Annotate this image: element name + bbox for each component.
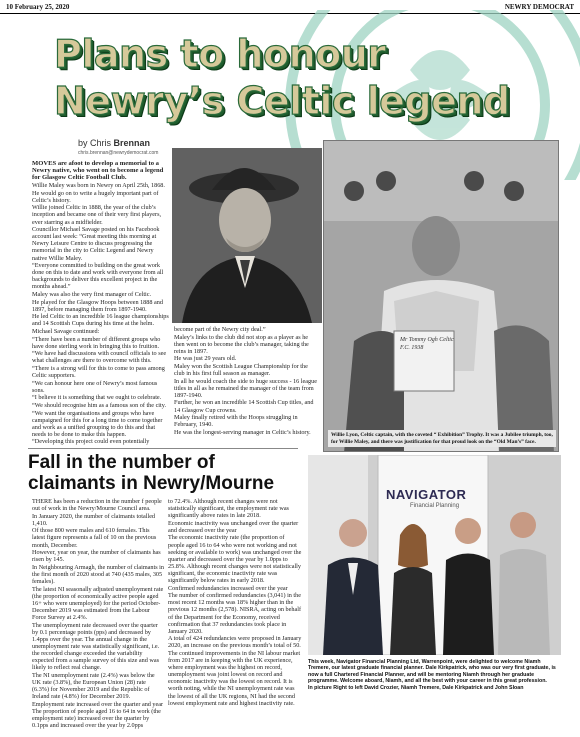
- publication-name: NEWRY DEMOCRAT: [504, 3, 574, 11]
- headline2-line-1: Fall in the number of: [28, 452, 215, 473]
- paragraph: The economic inactivity rate (the proportion of people aged 16 to 64 who were not working and not seeking or available to work) was unchanged over the quarter and decreased over the year by 1.0pps to 25.8%. Although recent changes were not statistically significant, the economic inactivity rate was significantly below rates in early 2018.: [168, 534, 302, 585]
- paragraph: Willie joined Celtic in 1888, the year of the club’s inception and became one of their very first players, ever starring as a midfielder.: [32, 204, 162, 226]
- paragraph: He played for the Glasgow Hoops between 1888 and 1897, before managing them from 1897-1940.: [32, 298, 163, 313]
- headline-line-2: Newry’s Celtic legend: [54, 79, 510, 123]
- paragraph: “We have had discussions with council officials to see what challenges are there to overcome with this.: [32, 350, 167, 365]
- article2-column-1: [32, 498, 164, 730]
- paragraph: However, year on year, the number of claimants has risen by 145.: [32, 549, 161, 564]
- paragraph: become part of the Newry city deal.”: [174, 326, 266, 333]
- paragraph: “There is a strong will for this to come to pass among Celtic supporters.: [32, 364, 165, 380]
- banner-sub: Financial Planning: [410, 503, 460, 509]
- paragraph: Maley won the Scottish League Championship for the club in his first full season as manager.: [174, 362, 308, 378]
- article1-column-2: [174, 326, 320, 436]
- paragraph: “We want the organisations and groups who have campaigned for this for a long time to come together and work as a unified grouping to do this and that needs to be done to make this happen.: [32, 409, 163, 438]
- paragraph: He would go on to write a hugely important part of Celtic’s history.: [32, 189, 159, 204]
- byline: [78, 138, 150, 148]
- paragraph: Maley finally retired with the Hoops struggling in February, 1940.: [174, 414, 298, 429]
- paragraph: A total of 424 redundancies were proposed in January 2020, an increase on the previous month’s total of 50.: [168, 635, 302, 650]
- paragraph: He led Celtic to an incredible 16 league championships and 14 Scottish Cups during his time at the helm.: [32, 313, 169, 328]
- paragraph: “We should recognise him as a famous son of the city.: [32, 401, 166, 409]
- paragraph: Michael Savage continued:: [32, 327, 100, 335]
- paragraph: Further, he won an incredible 14 Scottish Cup titles, and 14 Glasgow Cup crowns.: [174, 399, 314, 414]
- section-divider: [28, 448, 298, 449]
- byline-author: Brennan: [113, 138, 151, 148]
- page-number-date: 10 February 25, 2020: [6, 3, 70, 11]
- byline-email: chris.brennan@newrydemocrat.com: [78, 150, 159, 156]
- caption-names: In picture Right to left David Crozier, Niamh Tremere, Dale Kirkpatrick and John Sloan: [308, 684, 524, 691]
- headline-line-1: Plans to honour: [54, 32, 386, 76]
- paragraph: THERE has been a reduction in the number f people out of work in the Newry/Mourne Council area.: [32, 498, 162, 513]
- paragraph: The NI unemployment rate (2.4%) was below the UK rate (3.8%), the European Union (28) rate (6.3%) for November 2019 and the Republic of Ireland rate (4.8%) for December 2019.: [32, 671, 155, 701]
- paragraph: The proportion of people aged 16 to 64 in work (the employment rate) increased over the quarter by 0.1pps and increased over the year by 2.0pps: [32, 708, 161, 730]
- paragraph: Maley was also the very first manager of Celtic.: [32, 291, 152, 299]
- paragraph: The latest NI seasonally adjusted unemployment rate (the proportion of economically active people aged 16+ who were unemployed) for the period October-December 2019 was estimated from the Labour Force Survey at 2.4%.: [32, 585, 164, 621]
- paragraph: Willie Maley was born in Newry on April 25th, 1868.: [32, 182, 165, 190]
- article2-column-2: [168, 498, 302, 707]
- willie-maley-photo: [172, 148, 322, 323]
- article1-column-1: [32, 160, 170, 446]
- paragraph: to 72.4%. Although recent changes were not statistically significant, the employment rate was significantly above rates in late 2018.: [168, 498, 289, 520]
- paragraph: Councillor Michael Savage posted on his Facebook account last week: “Great meeting this morning at Newry Leisure Centre to discuss progressing the memorial in the city to Celtic Legend and Newry native Willie Maley.: [32, 226, 160, 262]
- paragraph: In all he would coach the side to huge success - 16 league titles in all as he remained the manager of the team from 1897-1940.: [174, 377, 317, 399]
- article1-lead: MOVES are afoot to develop a memorial to a Newry native, who went on to become a legend for Glasgow Celtic Football Club.: [32, 160, 164, 182]
- staff-photo-caption: [308, 659, 561, 691]
- paragraph: “I believe it is something that we ought to celebrate.: [32, 394, 162, 402]
- paragraph: He was just 29 years old.: [174, 355, 237, 363]
- paragraph: Employment rate increased over the quarter and year: [32, 700, 164, 708]
- paragraph: Economic inactivity was unchanged over the quarter and decreased over the year: [168, 519, 299, 534]
- navigator-staff-photo: [308, 455, 561, 655]
- photo-inscription: Mr Tommy Ogh Celtic F.C. 1938: [400, 337, 454, 351]
- paragraph: “Everyone committed to building on the great work done on this to date and work with everyone from all backgrounds to deliver this excellent project in the months ahead.”: [32, 262, 164, 291]
- paragraph: The unemployment rate decreased over the quarter by 0.1 percentage points (pps) and decreased by 1.4pps over the year. The annual change in the unemployment rate was statistically significant, i.e. the recorded change exceeded the variability expected from a sample survey of this size and was likely to reflect real change.: [32, 621, 160, 672]
- paragraph: The number of confirmed redundancies (3,041) in the most recent 12 months was 18% higher than in the previous 12 months (2,578). NISRA, acting on behalf of the Department for the Economy, received confirmation that 37 redundancies took place in January 2020.: [168, 592, 302, 635]
- paragraph: In January 2020, the number of claimants totalled 1,410.: [32, 512, 156, 527]
- team-photo-caption: Willie Lyon, Celtic captain, with the coveted “ Exhibition” Trophy. It was a Jubilee triumph, too, for Willie Maley, and there was justification for that proud look on the “Old Man’s” face.: [328, 430, 556, 447]
- byline-prefix: by Chris: [78, 138, 114, 148]
- paragraph: In Neighbouring Armagh, the number of claimants in the first month of 2020 stood at 740 (435 males, 305 females).: [32, 563, 164, 586]
- paragraph: “Developing this project could even potentially: [32, 438, 150, 446]
- banner-brand: NAVIGATOR: [386, 487, 467, 502]
- paragraph: Maley’s links to the club did not stop as a player as he then went on to become the club’s manager, taking the reins in 1897.: [174, 333, 309, 355]
- headline2-line-2: claimants in Newry/Mourne: [28, 473, 275, 494]
- paragraph: He was the longest-serving manager in Celtic’s history.: [174, 428, 311, 436]
- caption-text: This week, Navigator Financial Planning Ltd, Warrenpoint, were delighted to welcome Niamh Tremere, our latest graduate financial planner. Dale Kirkpatrick, who was our very first graduate, is now a full Chartered Financial Planner, and will be mentoring Niamh through her graduate programme. Welcome aboard, Niamh, and all the best with your career in this great profession.: [308, 659, 556, 685]
- paragraph: The continued improvements in the NI labour market from 2017 are in keeping with the UK experience, where employment was the highest on record, unemployment was joint lowest on record and economic inactivity was the lowest on record. It is worth noting, while the NI unemployment rate was the lowest of all the UK regions, NI had the second lowest employment rate and highest inactivity rate.: [168, 649, 301, 707]
- paragraph: “There have been a number of different groups who have done sterling work in bringing this to fruition.: [32, 335, 161, 350]
- paragraph: Of those 800 were males and 610 females. This latest figure represents a fall of 10 on the previous month, December.: [32, 527, 157, 549]
- paragraph: “We can honour here one of Newry’s most famous sons.: [32, 379, 158, 394]
- celtic-team-photo: [323, 140, 559, 452]
- paragraph: Confirmed redundancies increased over the year: [168, 584, 288, 592]
